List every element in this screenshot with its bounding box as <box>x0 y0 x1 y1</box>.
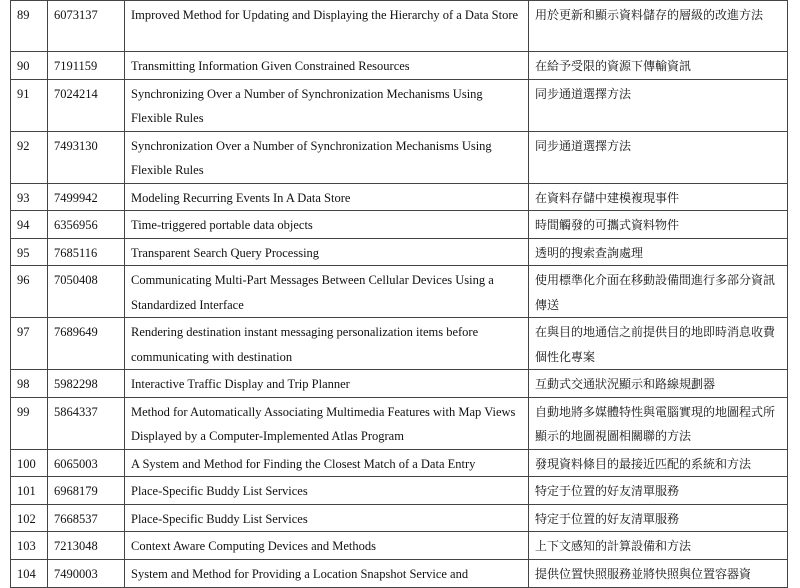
table-row <box>11 131 788 183</box>
english-title-cell: Transparent Search Query Processing <box>125 238 529 266</box>
row-number-cell: 97 <box>11 318 48 370</box>
table-row <box>11 238 788 266</box>
patent-number-cell: 7689649 <box>48 318 125 370</box>
english-title-cell: Interactive Traffic Display and Trip Planner <box>125 370 529 398</box>
patent-table-body <box>11 1 788 588</box>
chinese-title-cell: 同步通道選擇方法 <box>529 131 788 183</box>
table-row <box>11 211 788 239</box>
english-title-cell: Improved Method for Updating and Displaying the Hierarchy of a Data Store <box>125 1 529 52</box>
chinese-title-cell: 上下文感知的計算設備和方法 <box>529 532 788 560</box>
row-number-cell: 90 <box>11 52 48 80</box>
english-title-cell: Method for Automatically Associating Multimedia Features with Map Views Displayed by a Computer-Implemented Atlas Program <box>125 397 529 449</box>
patent-number-cell: 6356956 <box>48 211 125 239</box>
chinese-title-cell: 用於更新和顯示資料儲存的層級的改進方法 <box>529 1 788 52</box>
table-row <box>11 449 788 477</box>
patent-number-cell: 7499942 <box>48 183 125 211</box>
chinese-title-cell: 同步通道選擇方法 <box>529 79 788 131</box>
table-row <box>11 532 788 560</box>
english-title-cell: System and Method for Providing a Location Snapshot Service and <box>125 559 529 587</box>
chinese-title-cell: 互動式交通狀況顯示和路線規劃器 <box>529 370 788 398</box>
english-title-cell: Place-Specific Buddy List Services <box>125 504 529 532</box>
english-title-cell: Context Aware Computing Devices and Methods <box>125 532 529 560</box>
english-title-cell: Rendering destination instant messaging personalization items before communicating with destination <box>125 318 529 370</box>
patent-number-cell: 7493130 <box>48 131 125 183</box>
chinese-title-cell: 時間觸發的可攜式資料物件 <box>529 211 788 239</box>
row-number-cell: 100 <box>11 449 48 477</box>
row-number-cell: 104 <box>11 559 48 587</box>
patent-table <box>10 0 788 588</box>
chinese-title-cell: 特定于位置的好友清單服務 <box>529 504 788 532</box>
patent-number-cell: 6968179 <box>48 477 125 505</box>
row-number-cell: 94 <box>11 211 48 239</box>
english-title-cell: Place-Specific Buddy List Services <box>125 477 529 505</box>
table-row <box>11 266 788 318</box>
chinese-title-cell: 發現資料條目的最接近匹配的系統和方法 <box>529 449 788 477</box>
chinese-title-cell: 透明的搜索查詢處理 <box>529 238 788 266</box>
patent-number-cell: 7213048 <box>48 532 125 560</box>
row-number-cell: 101 <box>11 477 48 505</box>
table-row <box>11 183 788 211</box>
patent-number-cell: 7685116 <box>48 238 125 266</box>
patent-number-cell: 7490003 <box>48 559 125 587</box>
english-title-cell: Modeling Recurring Events In A Data Store <box>125 183 529 211</box>
patent-number-cell: 7050408 <box>48 266 125 318</box>
table-row <box>11 370 788 398</box>
english-title-cell: Time-triggered portable data objects <box>125 211 529 239</box>
row-number-cell: 95 <box>11 238 48 266</box>
chinese-title-cell: 特定于位置的好友清單服務 <box>529 477 788 505</box>
patent-number-cell: 7668537 <box>48 504 125 532</box>
row-number-cell: 89 <box>11 1 48 52</box>
table-row <box>11 318 788 370</box>
row-number-cell: 96 <box>11 266 48 318</box>
english-title-cell: Synchronizing Over a Number of Synchronization Mechanisms Using Flexible Rules <box>125 79 529 131</box>
row-number-cell: 99 <box>11 397 48 449</box>
chinese-title-cell: 使用標準化介面在移動設備間進行多部分資訊傳送 <box>529 266 788 318</box>
chinese-title-cell: 在與目的地通信之前提供目的地即時消息收費個性化專案 <box>529 318 788 370</box>
patent-number-cell: 6065003 <box>48 449 125 477</box>
chinese-title-cell: 在資料存儲中建模複現事件 <box>529 183 788 211</box>
patent-number-cell: 6073137 <box>48 1 125 52</box>
table-row <box>11 559 788 587</box>
row-number-cell: 103 <box>11 532 48 560</box>
row-number-cell: 102 <box>11 504 48 532</box>
table-row <box>11 52 788 80</box>
english-title-cell: Synchronization Over a Number of Synchronization Mechanisms Using Flexible Rules <box>125 131 529 183</box>
table-row <box>11 477 788 505</box>
chinese-title-cell: 提供位置快照服務並將快照與位置容器資 <box>529 559 788 587</box>
row-number-cell: 91 <box>11 79 48 131</box>
patent-number-cell: 5864337 <box>48 397 125 449</box>
english-title-cell: A System and Method for Finding the Closest Match of a Data Entry <box>125 449 529 477</box>
patent-number-cell: 7024214 <box>48 79 125 131</box>
english-title-cell: Communicating Multi-Part Messages Between Cellular Devices Using a Standardized Interface <box>125 266 529 318</box>
table-row <box>11 79 788 131</box>
patent-number-cell: 7191159 <box>48 52 125 80</box>
english-title-cell: Transmitting Information Given Constrained Resources <box>125 52 529 80</box>
chinese-title-cell: 在給予受限的資源下傳輸資訊 <box>529 52 788 80</box>
table-row <box>11 1 788 52</box>
table-row <box>11 504 788 532</box>
chinese-title-cell: 自動地將多媒體特性與電腦實現的地圖程式所顯示的地圖視圖相關聯的方法 <box>529 397 788 449</box>
row-number-cell: 92 <box>11 131 48 183</box>
patent-number-cell: 5982298 <box>48 370 125 398</box>
table-row <box>11 397 788 449</box>
row-number-cell: 98 <box>11 370 48 398</box>
row-number-cell: 93 <box>11 183 48 211</box>
